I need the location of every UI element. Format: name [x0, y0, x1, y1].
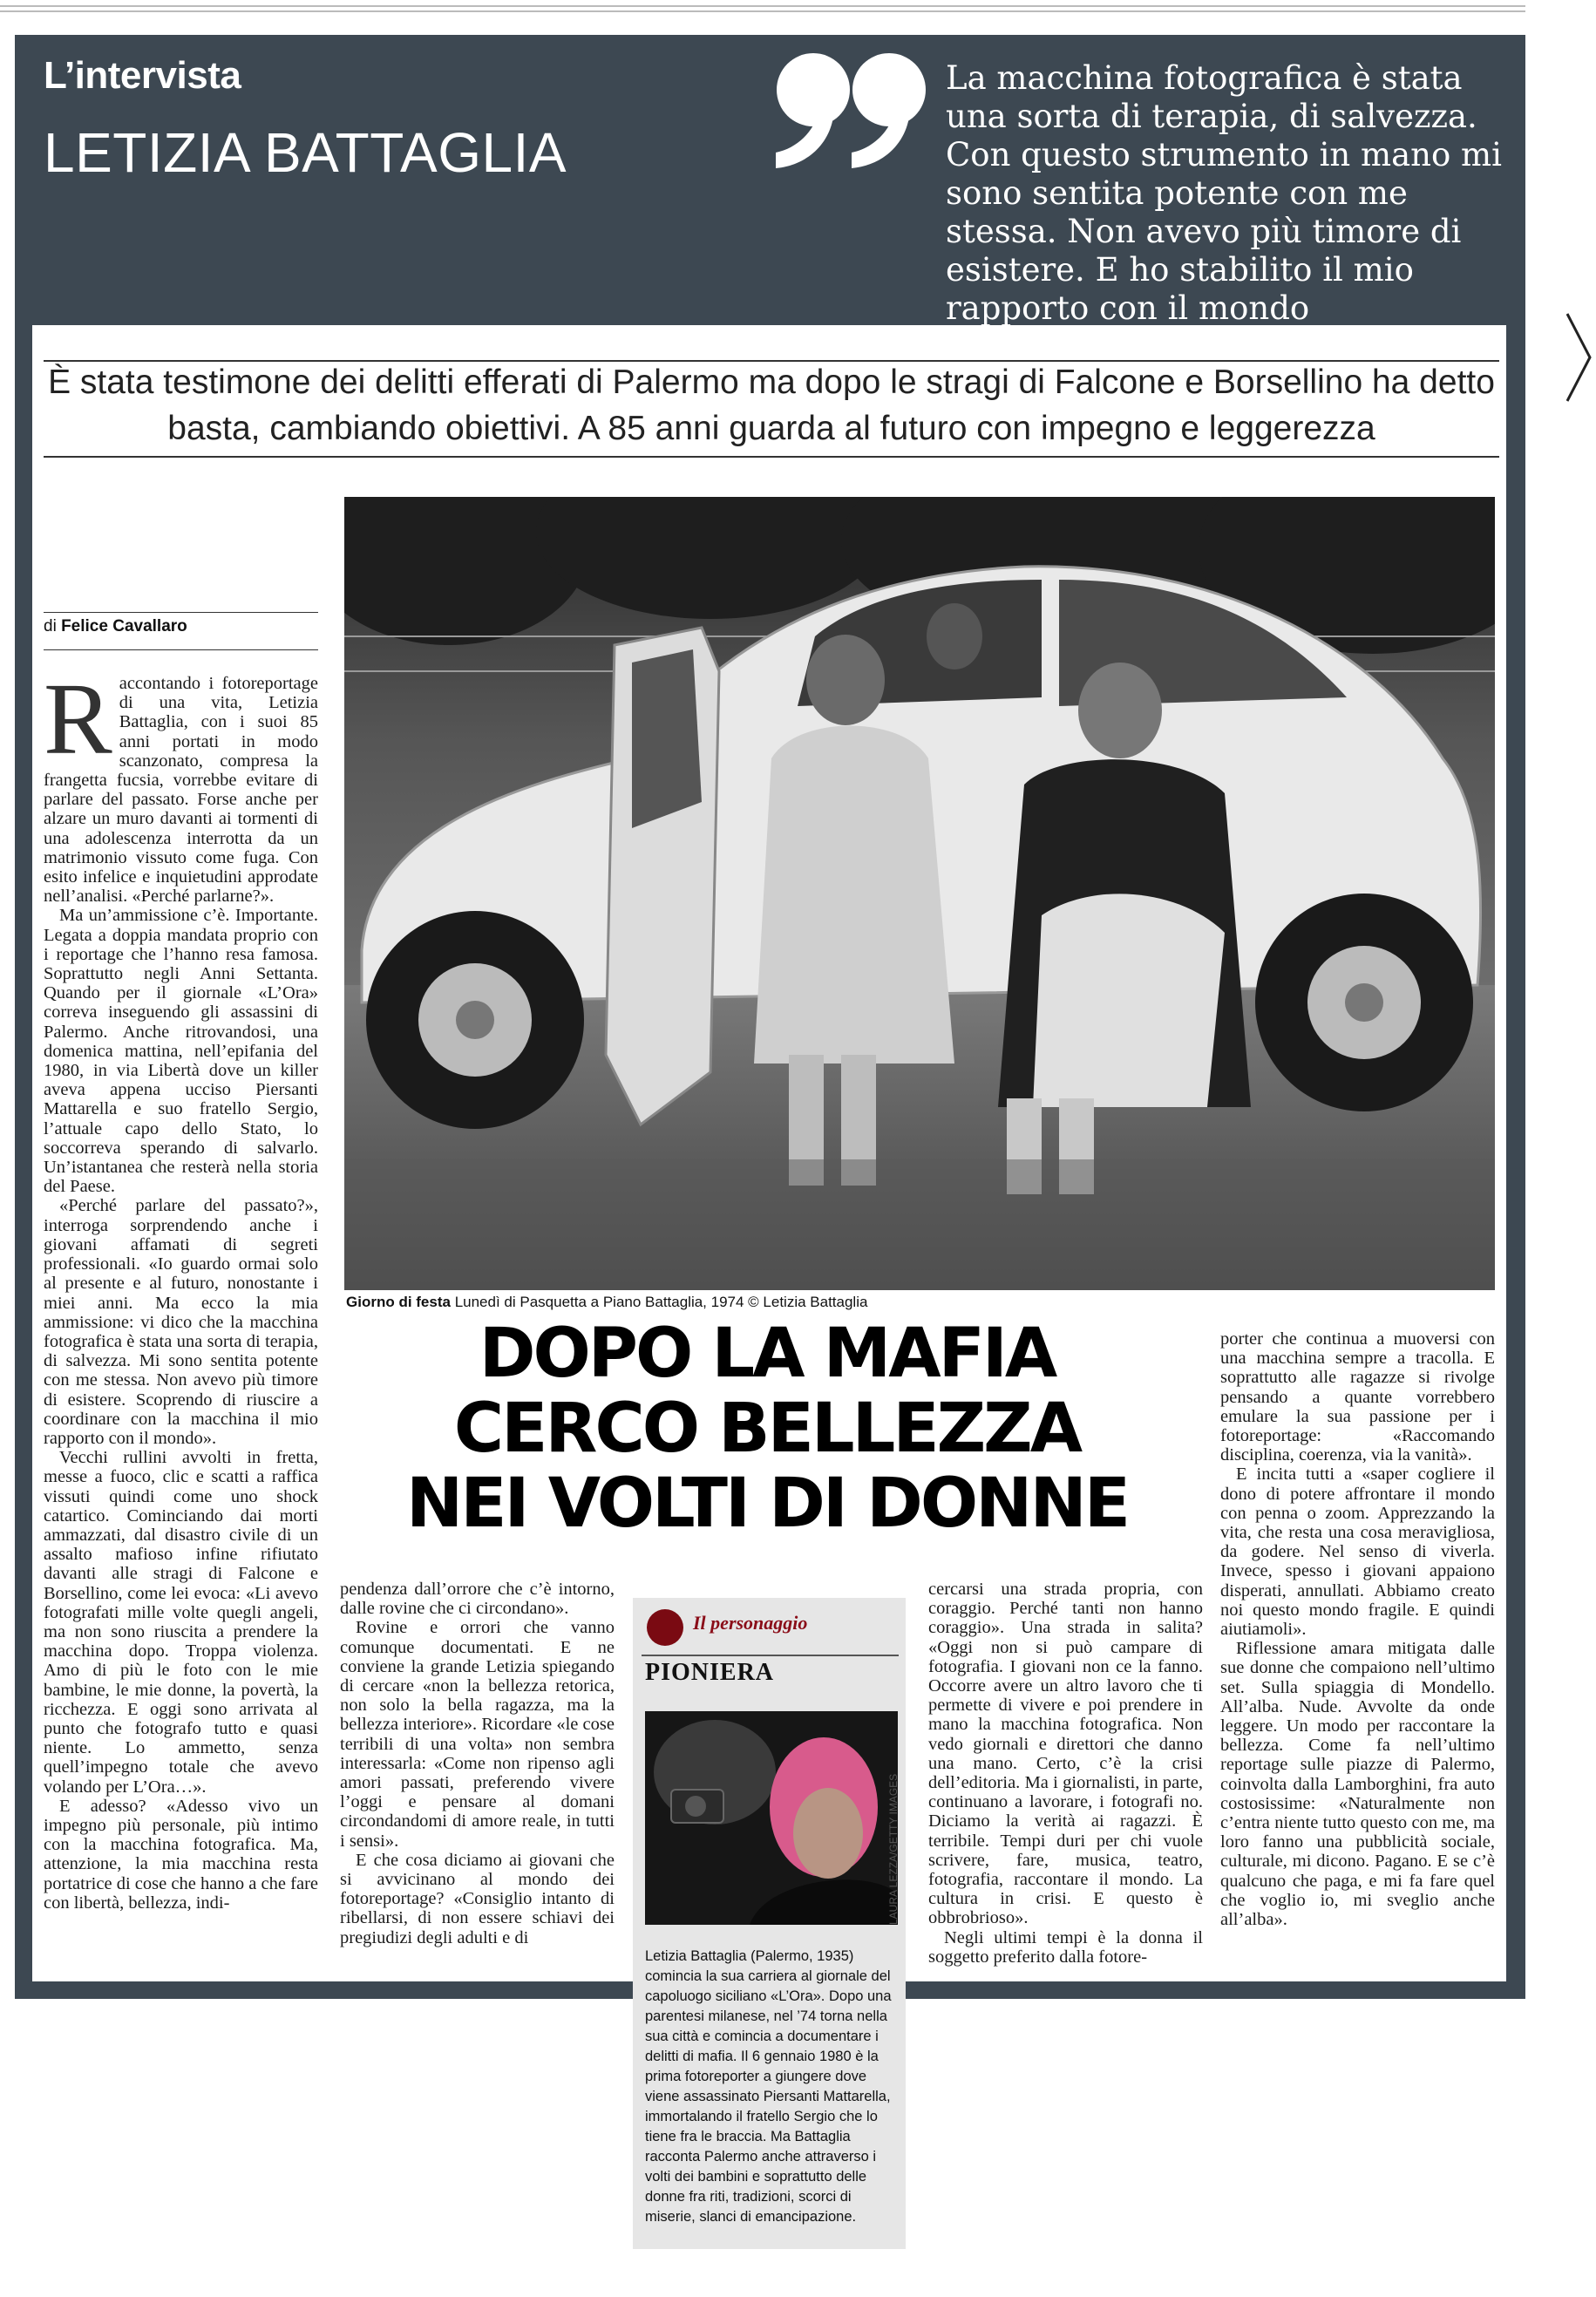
caption-text: Lunedì di Pasquetta a Piano Battaglia, 1974 © Letizia Battaglia — [450, 1294, 868, 1310]
sidebar-photo — [645, 1711, 898, 1925]
article-column-1 — [44, 662, 318, 1913]
headline-line: NEI VOLTI DI DONNE — [405, 1465, 1129, 1543]
article-paragraph: E incita tutti a «saper cogliere il dono di potere affrontare il mondo con penna o zoom. Apprezzando la vita, che resta una cosa meravigliosa, da godere. Nel senso di viverla. Invece, spesso i giovani appaiono disperati, annullati. Abbiamo creato noi questo mondo fragile. E quindi aiutiamoli». — [1220, 1465, 1495, 1640]
article-paragraph — [44, 662, 318, 907]
sidebar-rule — [642, 1655, 899, 1656]
article-paragraph: Negli ultimi tempi è la donna il soggetto preferito dalla fotore- — [928, 1927, 1203, 1967]
photo-illustration — [344, 497, 1495, 1290]
article-paragraph: E adesso? «Adesso vivo un impegno più personale, più intimo con la macchina fotografica. Ma, attenzione, la mia macchina resta portatrice di cose che hanno a che fare con libertà, bellezza, indi- — [44, 1796, 318, 1913]
article-paragraph: pendenza dall’orrore che c’è intorno, dalle rovine che ci circondano». — [340, 1580, 615, 1619]
article-column-4 — [1220, 1329, 1495, 1929]
byline-prefix: di — [44, 617, 62, 635]
subheadline: È stata testimone dei delitti efferati di Palermo ma dopo le stragi di Falcone e Borsellino ha detto basta, cambiando obiettivi. A 85 anni guarda al futuro con impegno e leggerezza — [48, 364, 1495, 447]
chevron-right-icon[interactable] — [1560, 309, 1595, 405]
main-photo — [344, 497, 1495, 1290]
article-paragraph: porter che continua a muoversi con una macchina sempre a tracolla. E soprattutto alle ragazze si rivolge pensando a quante vorrebbero emulare la sua passione per i fotoreportage: «Raccomando disciplina, coerenza, via la vanità». — [1220, 1329, 1495, 1465]
article-paragraph: «Perché parlare del passato?», interroga sorprendendo anche i giovani affamati di segreti professionali. «Io guardo ormai solo al presente e al futuro, nonostante i miei anni. Ma ecco la mia ammissione: vi dico che la macchina fotografica è stata una sorta di terapia, di salvezza. Mi sono sentita potente con me stessa. Non avevo più timore di esistere. Scoprendo di riuscire a coordinare con la macchina il mio rapporto con il mondo». — [44, 1196, 318, 1448]
sidebar-title: PIONIERA — [645, 1659, 775, 1686]
paragraph-text: accontando i fotoreportage di una vita, Letizia Battaglia, con i suoi 85 anni portati in modo scanzonato, compresa la frangetta fucsia, vorrebbe evitare di parlare del passato. Forse anche per alzare un muro davanti ai tormenti di una adolescenza interrotta da un matrimonio vissuto come fuga. Con esito infelice e inquietudini approdate nell’analisi. «Perché parlarne?». — [44, 674, 318, 907]
sidebar-text: Letizia Battaglia (Palermo, 1935) comincia la sua carriera al giornale del capoluogo siciliano «L’Ora». Dopo una parentesi milanese, nel ’74 torna nella sua città e comincia a documentare i delitti di mafia. Il 6 gennaio 1980 è la prima fotoreporter a giungere dove viene assassinato Piersanti Mattarella, immortalando il fratello Sergio che lo tiene fra le braccia. Ma Battaglia racconta Palermo anche attraverso i volti dei bambini e soprattutto delle donne fra riti, tradizioni, scorci di miserie, slanci di emancipazione. — [645, 1948, 892, 2225]
article-column-3 — [928, 1580, 1203, 1967]
photo-caption — [346, 1294, 867, 1311]
top-rule — [0, 10, 1525, 12]
section-kicker: L’intervista — [44, 54, 241, 97]
sidebar-kicker: Il personaggio — [693, 1612, 808, 1634]
sidebar-bullet-icon — [647, 1609, 683, 1646]
byline-rule-bottom — [44, 649, 318, 650]
headline — [349, 1316, 1185, 1541]
article-paragraph: cercarsi una strada propria, con coraggio. Perché tanti non hanno coraggio». Una strada in salita? «Oggi non si può campare di fotografia. I giovani non ce la fanno. Occorre avere un altro lavoro che ti permette di vivere e poi prendere in mano la macchina fotografica. Non vedo giornali e direttori che danno una mano. Certo, c’è la crisi dell’editoria. Ma i giornalisti, in parte, continuano a lavorare, i fotografi no. Diciamo la verità ai ragazzi. È terribile. Tempi duri per chi vuole scrivere, fare, musica, teatro, fotografia, raccontare il mondo. La cultura in crisi. E questo è obbrobrioso». — [928, 1580, 1203, 1928]
pull-quote: La macchina fotografica è stata una sorta di terapia, di salvezza. Con questo strumento in mano mi sono sentita potente con me stessa. Non avevo più timore di esistere. E ho stabilito il mio rapporto con il mondo — [946, 59, 1502, 327]
byline-rule-top — [44, 612, 318, 613]
article-paragraph: E che cosa diciamo ai giovani che si avvicinano al mondo dei fotoreportage? «Consiglio intanto di ribellarsi, di non essere schiavi dei pregiudizi degli adulti e di — [340, 1850, 615, 1947]
article-column-2 — [340, 1580, 615, 1947]
byline-author: Felice Cavallaro — [61, 617, 187, 635]
article-paragraph: Vecchi rullini avvolti in fretta, messe a fuoco, clic e scatti a raffica vissuti quindi come uno shock catartico. Cominciando dai morti ammazzati, dal disastro civile di un assalto mafioso infine rifiutato davanti alle stragi di Falcone e Borsellino, come lei evoca: «Li avevo fotografati mille volte quegli angeli, ma non sono riuscita a prendere la macchina dopo. Troppa violenza. Amo di più le foto con le mie bambine, le mie donne, la povertà, la ricchezza. E oggi sono arrivata al punto che fotografo tutto e quasi niente. Lo ammetto, senza quell’impegno totale che avevo volando per L’Ora…». — [44, 1448, 318, 1797]
subhead-rule-bottom — [44, 456, 1499, 458]
byline — [44, 617, 187, 636]
dropcap: R — [44, 662, 112, 776]
interviewee-name: LETIZIA BATTAGLIA — [44, 121, 567, 184]
photo-credit: LAURA LEZZA/GETTY IMAGES — [887, 1773, 900, 1925]
article-paragraph: Riflessione amara mitigata dalle sue donne che compaiono nell’ultimo set. Sulla spiaggia di Mondello. All’alba. Nude. Avvolte da onde leggere. Un modo per raccontare la bellezza. Come fa nell’ultimo reportage sulle piazze di Palermo, coinvolta dalla Lamborghini, fra auto costosissime: «Naturalmente non c’entra niente tutto questo con me, ma loro fanno una pubblicità sociale, culturale, mi dicono. Pagano. E se c’è qualcuno che paga, e mi fa fare quel che voglio io, mi sveglio anche all’alba». — [1220, 1639, 1495, 1930]
article-paragraph: Ma un’ammissione c’è. Importante. Legata a doppia mandata proprio con i reportage che l’hanno resa famosa. Soprattutto negli Anni Settanta. Quando per il giornale «L’Ora» correva inseguendo gli assassini di Palermo. Anche ritrovandosi, una domenica mattina, nell’epifania del 1980, in via Libertà dove un killer aveva appena ucciso Piersanti Mattarella e suo fratello Sergio, l’attuale capo dello Stato, lo soccorreva sperando di salvarlo. Un’istantanea che resterà nella storia del Paese. — [44, 906, 318, 1197]
quote-marks-icon — [771, 48, 933, 170]
headline-line: DOPO LA MAFIA — [479, 1315, 1056, 1393]
headline-line: CERCO BELLEZZA — [453, 1390, 1081, 1468]
top-rule — [0, 5, 1525, 7]
caption-label: Giorno di festa — [346, 1294, 451, 1310]
portrait-illustration — [645, 1711, 898, 1925]
article-paragraph: Rovine e orrori che vanno comunque documentati. E ne conviene la grande Letizia spiegando di cercare «non la bellezza retorica, non solo la bella ragazza, ma la bellezza interiore». Ricordare «le cose terribili di una volta» non sembra interessarla: «Come non ripenso agli amori passati, preferendo vivere l’oggi e pensare al domani circondandomi di amore reale, in tutti i sensi». — [340, 1618, 615, 1851]
